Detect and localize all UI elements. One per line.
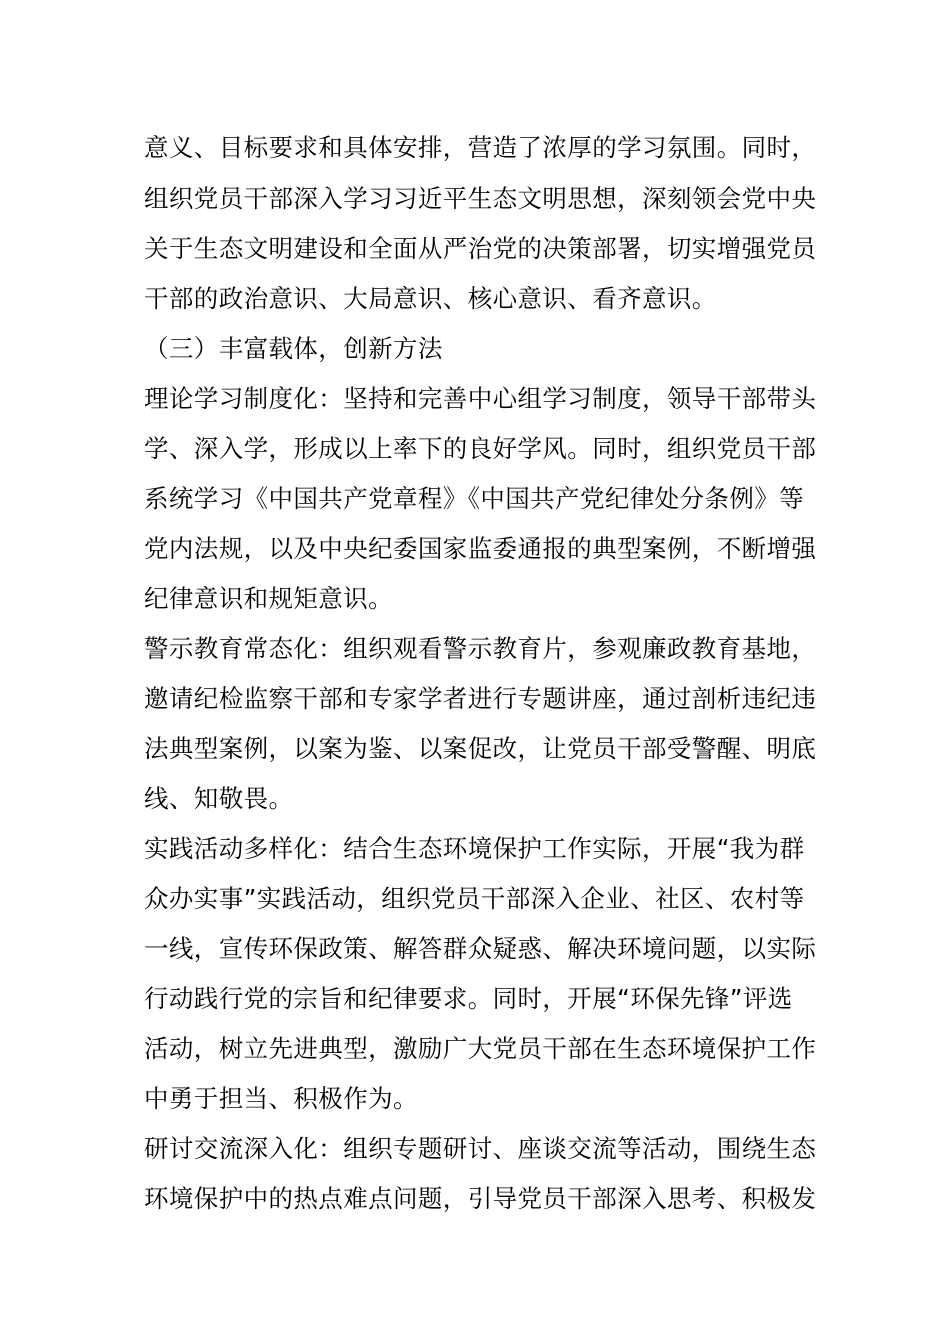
section-heading: （三）丰富载体，创新方法 bbox=[144, 334, 443, 363]
body-text-line: 环境保护中的热点难点问题，引导党员干部深入思考、积极发 bbox=[144, 1184, 817, 1213]
body-text-line: 意义、目标要求和具体安排，营造了浓厚的学习氛围。同时， bbox=[144, 133, 817, 162]
body-text-line: 纪律意识和规矩意识。 bbox=[144, 584, 393, 613]
body-text-line: 研讨交流深入化：组织专题研讨、座谈交流等活动，围绕生态 bbox=[144, 1134, 817, 1163]
body-text-line: 众办实事”实践活动，组织党员干部深入企业、社区、农村等 bbox=[144, 884, 805, 913]
body-text-line: 线、知敬畏。 bbox=[144, 784, 294, 813]
body-text-line: 组织党员干部深入学习习近平生态文明思想，深刻领会党中央 bbox=[144, 184, 817, 213]
body-text-line: 活动，树立先进典型，激励广大党员干部在生态环境保护工作 bbox=[144, 1034, 817, 1063]
body-text-line: 一线，宣传环保政策、解答群众疑惑、解决环境问题，以实际 bbox=[144, 934, 817, 963]
body-text-line: 关于生态文明建设和全面从严治党的决策部署，切实增强党员 bbox=[144, 234, 817, 263]
body-text-line: 中勇于担当、积极作为。 bbox=[144, 1084, 418, 1113]
body-text-line: 学、深入学，形成以上率下的良好学风。同时，组织党员干部 bbox=[144, 434, 817, 463]
body-text-line: 干部的政治意识、大局意识、核心意识、看齐意识。 bbox=[144, 284, 717, 313]
body-text-line: 实践活动多样化：结合生态环境保护工作实际，开展“我为群 bbox=[144, 834, 805, 863]
body-text-line: 行动践行党的宗旨和纪律要求。同时，开展“环保先锋”评选 bbox=[144, 984, 793, 1013]
body-text-line: 理论学习制度化：坚持和完善中心组学习制度，领导干部带头 bbox=[144, 384, 817, 413]
body-text-line: 警示教育常态化：组织观看警示教育片，参观廉政教育基地， bbox=[144, 634, 817, 663]
body-text-line: 邀请纪检监察干部和专家学者进行专题讲座，通过剖析违纪违 bbox=[144, 684, 817, 713]
body-text-line: 法典型案例，以案为鉴、以案促改，让党员干部受警醒、明底 bbox=[144, 734, 817, 763]
body-text-line: 系统学习《中国共产党章程》《中国共产党纪律处分条例》等 bbox=[144, 484, 805, 513]
body-text-line: 党内法规，以及中央纪委国家监委通报的典型案例，不断增强 bbox=[144, 534, 817, 563]
